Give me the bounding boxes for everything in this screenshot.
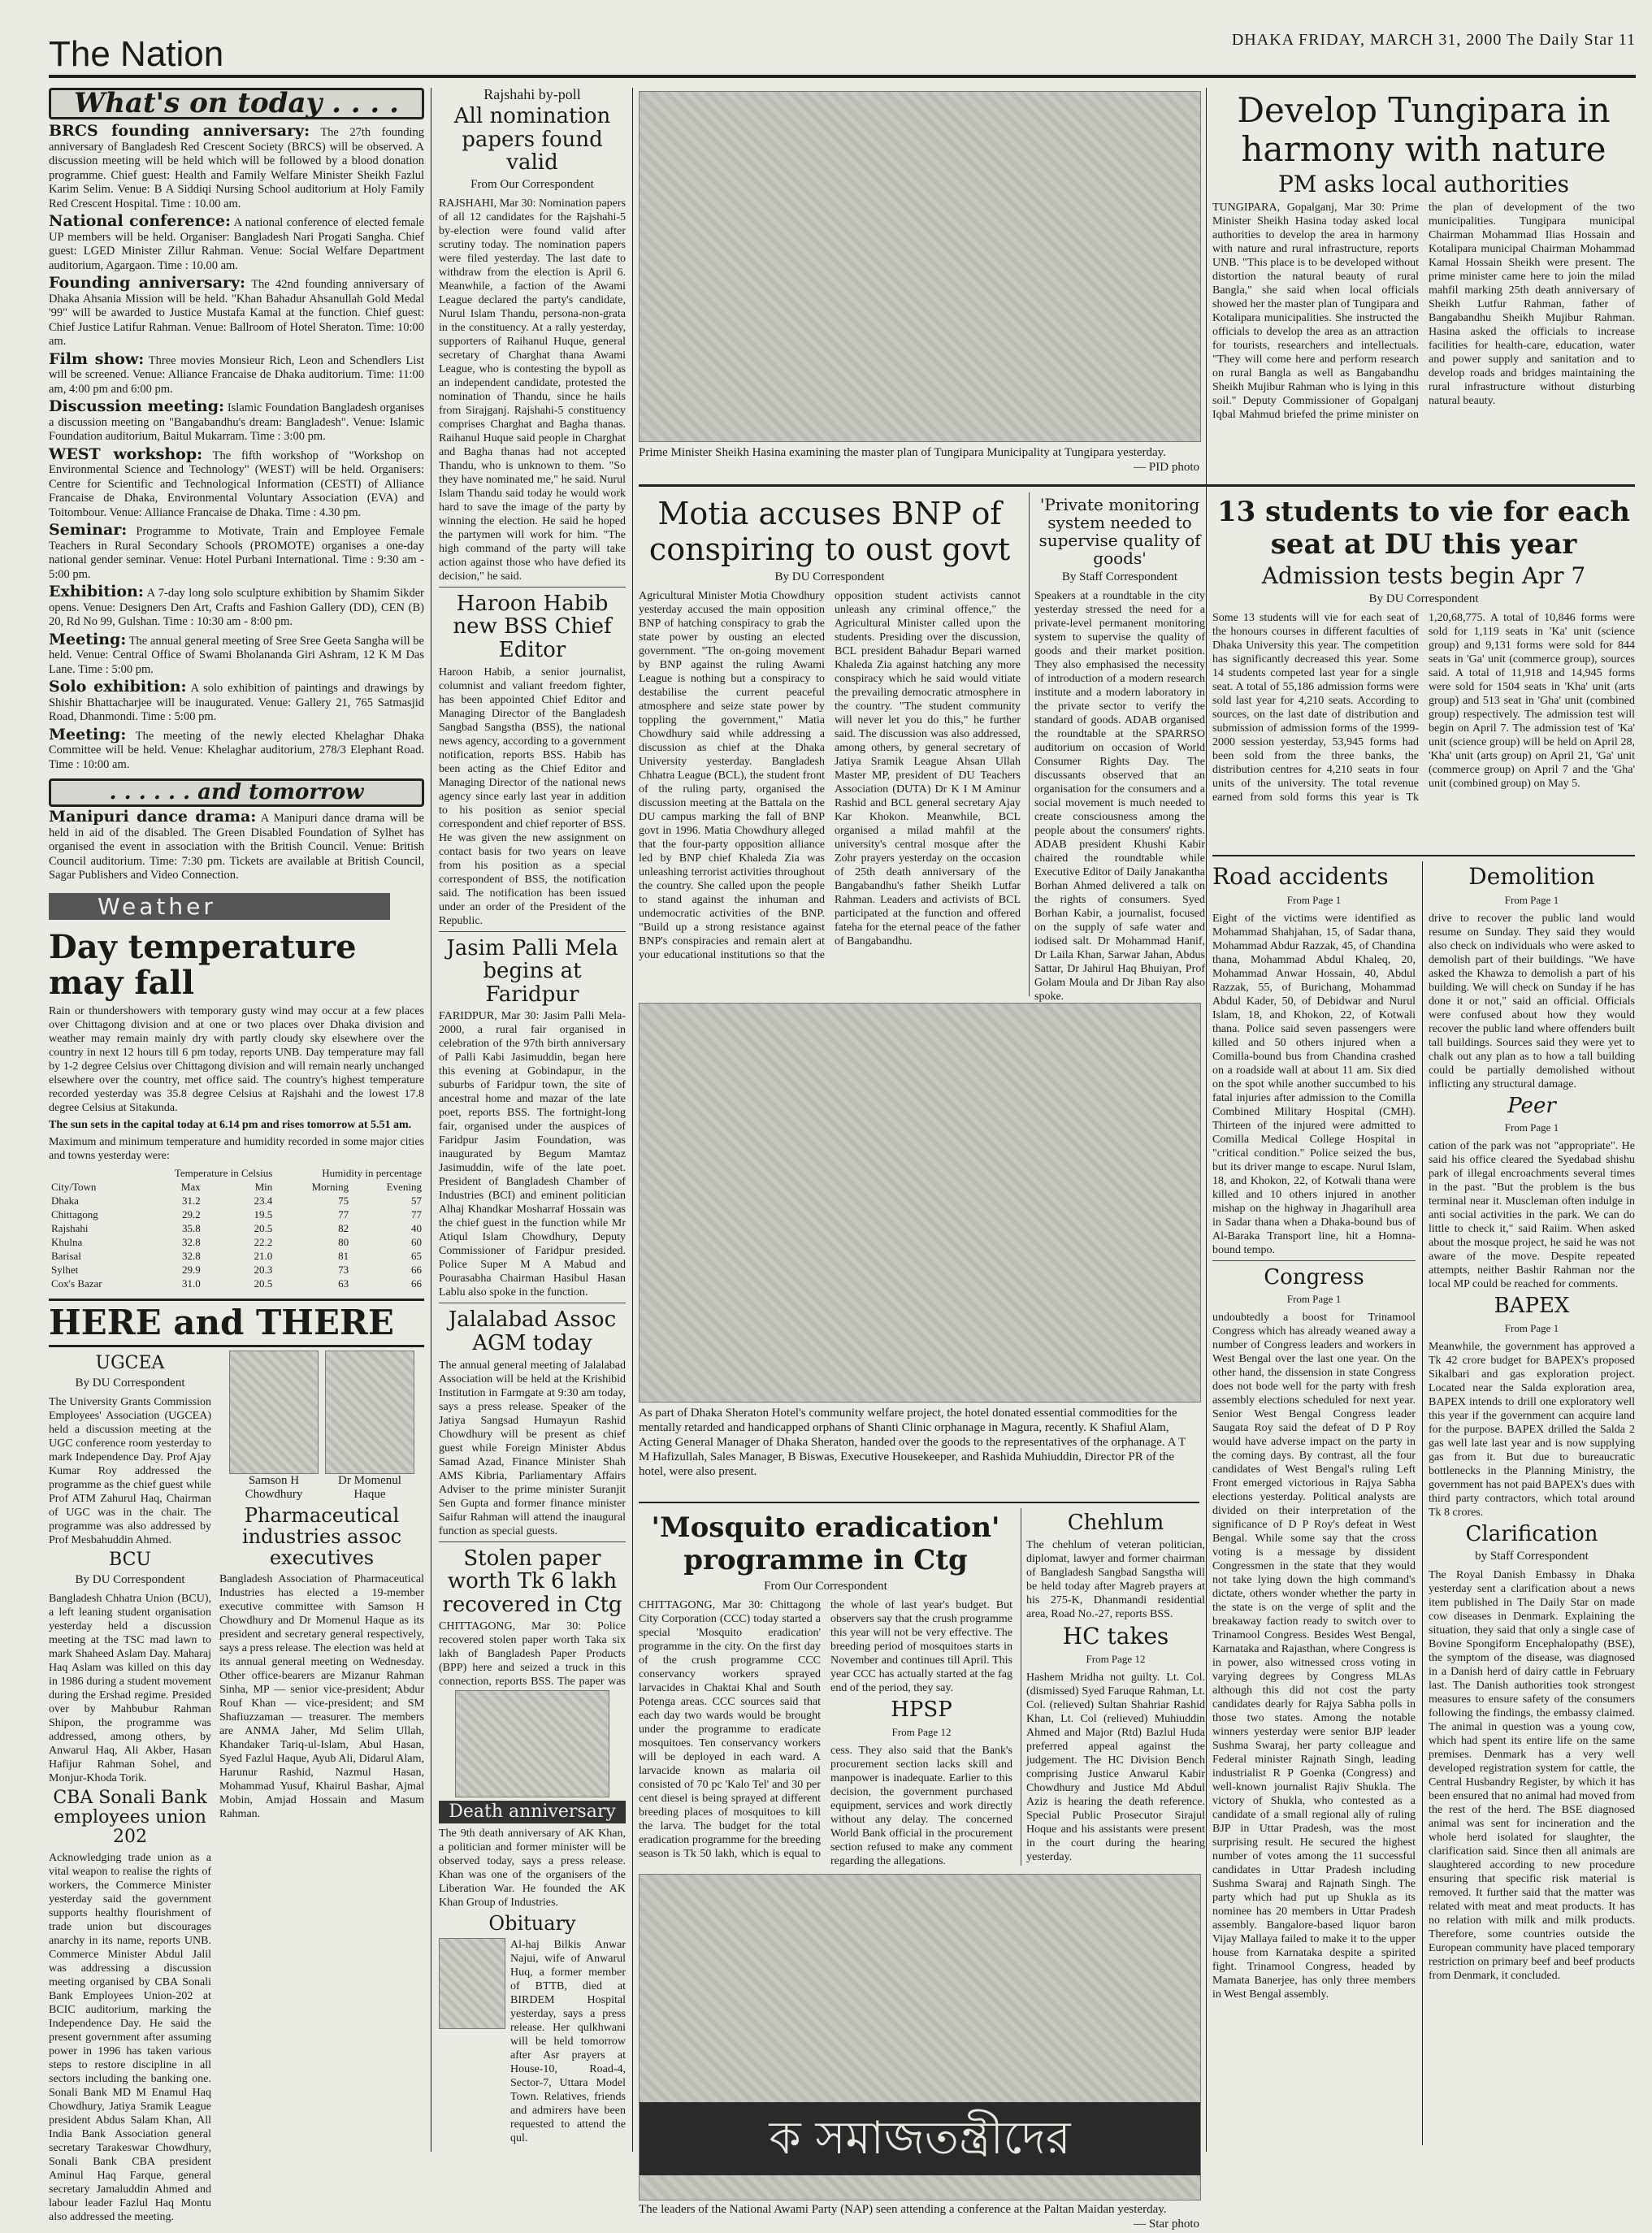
weather-table — [49, 1166, 424, 1290]
weather-cell: Sylhet — [51, 1263, 79, 1276]
weather-col-head: City/Town — [51, 1180, 97, 1193]
whats-on-text: Islamic Foundation Bangladesh organises a discussion meeting on "Bangabandhu's dream: Bangladesh". Venue: Islamic Foundation auditorium, Baitul Mukarram. Time : 3:00 pm. — [49, 401, 425, 443]
whats-on-item — [49, 349, 424, 397]
motia-body-wrap — [639, 589, 1021, 962]
whats-on-item — [49, 276, 424, 349]
congress-headline: Congress — [1212, 1260, 1416, 1290]
mosquito-body-wrap — [639, 1598, 1012, 1868]
weather-cell: 20.5 — [254, 1277, 273, 1290]
tungipara-story — [1212, 88, 1635, 478]
cba-text: Acknowledging trade union as a vital weapon to realise the rights of workers, the Commerce Minister yesterday said the government supports healthy flourishment of trade union but discourages anarchy in its name, reports UNB. Commerce Minister Abdul Jalil was addressing a discussion meeting organised by CBA Sonali Bank Employees Union-202 at BCIC auditorium, marking the Independence Day. He said the present government after assuming power in 1996 has taken various steps to restore discipline in all sectors including the banking one. Sonali Bank MD M Enamul Haq Chowdhury, Jatiya Sramik League president Abdus Salam Khan, All India Bank Association general secretary Tarakeswar Chowdhury, Sonali Bank CBA president Aminul Haq Farque, general secretary Jamaluddin Ahmed and labour leader Fazlul Haq Montu also addressed the meeting. — [49, 1851, 211, 2223]
death-body: The 9th death anniversary of AK Khan, a politician and former minister will be observed today, says a press release. Khan was one of the organisers of the Liberation War. He founded the AK Khan Group of Industries. — [439, 1828, 626, 1910]
motia-story — [639, 492, 1021, 996]
photo-samson — [229, 1351, 319, 1474]
photo-top-caption: Prime Minister Sheikh Hasina examining the master plan of Tungipara Municipality at Tungipara yesterday. — [639, 446, 1166, 459]
whats-on-list — [49, 124, 424, 772]
photo-mid-caption: As part of Dhaka Sheraton Hotel's community welfare project, the hotel donated essential commodities for the mentally retarded and handicapped orphans of Shanti Clinic orphanage in Magura, recently. K Shafiul Alam, Acting General Manager of Dhaka Sheraton, handed over the goods to the representatives of the orphanage. A T M Hafizullah, Sales Manager, B Biswas, Executive Housekeeper, and Rashida Muhiuddin, Director PR of the hotel, were also present. — [639, 1407, 1186, 1478]
weather-col-head: Max — [180, 1180, 201, 1193]
whats-on-text: Programme to Motivate, Train and Employee Female Teachers in Rural Secondary Schools (PROMOTE) organises a one-day national gender seminar. Venue: Hotel Purbani International. Time : 9:30 am - 5:00 pm. — [49, 525, 425, 581]
peer-headline: Peer — [1507, 1093, 1556, 1118]
whats-on-kicker: Founding anniversary: — [49, 274, 246, 292]
weather-cell: 81 — [338, 1249, 349, 1262]
ugcea-text: The University Grants Commission Employees' Association (UGCEA) held a discussion meeting at the UGC conference room yesterday to mark Independence Day. Prof Ajay Kumar Roy addressed the programme as the chief guest while Prof ATM Zahurul Haq, Chairman of UGC was in the chair. The programme was also addressed by Prof Mesbahuddin Ahmed. — [49, 1395, 211, 1546]
monitoring-headline: 'Private monitoring system needed to supervise quality of goods' — [1038, 495, 1201, 568]
photo-bot-credit: — Star photo — [1134, 2218, 1199, 2231]
weather-cell: 73 — [338, 1263, 349, 1276]
road-body: Eight of the victims were identified as Mohammad Shahjahan, 15, of Sadar thana, Mohammad Abdur Razzak, 45, of Chandina thana, Mohammad Abdul Khaleq, 20, Mohammad Anwar Hossain, 40, Abdul Razzak, 55, of Burichang, Mohammad Abdul Kader, 50, of Debidwar and Nurul Islam, 18, and Khokon, 22, of Kotwali thana. Police said seven passengers were killed and 50 others injured when a Comilla-bound bus from Chandina crashed on a roadside wall at about 11 am. Six died on the spot while another succumbed to his fatal injuries after admission to the Comilla Combined Military Hospital (CMH). Thirteen of the injured were admitted to Comilla Medical College Hospital in "critical condition." Police seized the bus, but its driver mange to escape. Nurul Islam, 18, and Khokon, 22, of Kotwali thana were killed and 10 others injured in another mishap on the highway in Jhagarihull area in Sadar thana when a Dhaka-bound bus of Al-Baraka Transport line, hit a Homna-bound tempo. — [1212, 912, 1416, 1256]
weather-cell: 32.8 — [182, 1235, 201, 1248]
whats-on-item — [49, 444, 424, 521]
whats-on-text: The annual general meeting of Sree Sree Geeta Sangha will be held. Venue: Central Office of Swami Bholananda Giri Ashram, 12 K M Das Lane. Time : 5:00 pm. — [49, 634, 424, 676]
rule-mosquito — [639, 1502, 1199, 1503]
weather-cell: 29.2 — [182, 1208, 201, 1221]
weather-sun: The sun sets in the capital today at 6.14 pm and rises tomorrow at 5.51 am. — [49, 1118, 412, 1131]
column-1 — [49, 87, 425, 2223]
dateline: DHAKA FRIDAY, MARCH 31, 2000 The Daily Star 11 — [1231, 31, 1636, 49]
hpsp-from: From Page 12 — [891, 1725, 952, 1738]
column-rule-4 — [1422, 861, 1423, 2145]
death-headline: Death anniversary — [439, 1801, 626, 1823]
weather-cell: Khulna — [51, 1235, 83, 1248]
whats-on-item — [49, 212, 424, 273]
weather-row — [49, 1194, 424, 1208]
tungipara-headline: Develop Tungipara in harmony with nature — [1237, 90, 1611, 169]
page-header — [49, 18, 1636, 78]
rule-right-1 — [1212, 855, 1635, 856]
students-headline: 13 students to vie for each seat at DU this year — [1216, 496, 1631, 561]
weather-col-head: Min — [254, 1180, 273, 1193]
jalalabad-body: The annual general meeting of Jalalabad Association will be held at the Krishibid Institution in Farmgate at 9:30 am today, says a press release. Speaker of the Jatiya Sangsad Humayun Rashid Chowdhury will be present as chief guest while Foreign Minister Abdus Samad Azad, Finance Minister Shah AMS Kibria, Parliamentary Affairs Adviser to the prime minister Suranjit Sen Gupta and former finance minister Saifur Rahman will attend the inaugural function as special guests. — [439, 1359, 626, 1537]
demolition-headline: Demolition — [1468, 863, 1595, 890]
photo-ak-khan — [455, 1690, 609, 1797]
clarification-headline: Clarification — [1465, 1521, 1598, 1546]
whats-on-text: A national conference of elected female UP members will be held. Organiser: Bangladesh Nari Progati Sangha. Chief guest: LGED Minister Zillur Rahman. Venue: Social Welfare Department auditorium, Agargaon. Time : 10.00 am. — [49, 216, 424, 272]
weather-col-head: Evening — [386, 1180, 422, 1193]
chehlum-headline: Chehlum — [1067, 1511, 1164, 1535]
whats-on-kicker: Meeting: — [49, 725, 127, 744]
hpsp-headline: HPSP — [891, 1698, 952, 1722]
congress-body: undoubtedly a boost for Trinamool Congress which has already weaned away a number of Congress leaders and workers in West Bengal over the last one year. On the other hand, the dissension in state Congress does not bode well for the party with fresh assembly elections scheduled for next year. Senior West Bengal Congress leader Saugata Roy said the defeat of D P Roy would have adverse impact on the party in the coming days. By contrast, all the four candidates of West Bengal's ruling Left Front emerged victorious in Rajya Sabha elections yesterday. Political analysts are divided on their interpretation of the significance of D P Roy's defeat in West Bengal. While some say that the cross voting is a message by dissident Congressmen in the state that they would not take lying down the high command's dictate, others wonder whether the party in the state is on the verge of split and the breakaway faction ready to switch over to Trinamool Congress. Besides West Bengal, Karnataka and Rajasthan, where Congress is in power, also witnessed cross voting in varying degrees by Congress MLAs although this did not cost the party candidates dearly for Rajya Sabha polls in those two states. Among the notable winners yesterday were senior BJP leader Sushma Swaraj, her party colleague and Federal minister Rajnath Singh, leading industrialist R P Goenka (Congress) and well-known journalist Rajiv Shukla. The victory of Shukla, who contested as a candidate of a small regional ally of ruling BJP in Uttar Pradesh, was the most surprising result. He secured the highest number of votes among the 11 successful candidates in Uttar Pradesh including Sushma Swaraj and Rajnath Singh. The party which had put up Shukla as its nominee has 20 members in Uttar Pradesh assembly. Bangalore-based liquor baron Vijay Mallaya failed to make it to the upper house from Karnataka despite a spirited fight. Trinamool Congress, headed by Mamata Banerjee, has only three members in West Bengal assembly. — [1212, 1312, 1416, 2001]
mosquito-story — [639, 1508, 1012, 1866]
students-sub: Admission tests begin Apr 7 — [1261, 562, 1586, 589]
weather-row — [49, 1249, 424, 1263]
rajshahi-headline: All nomination papers found valid — [453, 104, 611, 176]
stolen-headline: Stolen paper worth Tk 6 lakh recovered in Ctg — [439, 1541, 626, 1617]
weather-headline: Day temperature may fall — [49, 927, 357, 1002]
weather-col-head: Morning — [311, 1180, 349, 1193]
students-body: Some 13 students will vie for each seat of the honours courses in different faculties of Dhaka University this year. The competition has significantly decreased this year. Some 14 students competed last year for a single seat. A total of 55,186 admission forms were sold last year for 4,210 seats. According to sources, on the last date of distribution and submission of admission forms of the 1999-2000 session yesterday, 53,945 forms had been sold from the three banks, the distribution centres for 4,210 seats in four units of the university. The total revenue earned from sold forms this year is Tk 1,20,68,775. A total of 10,846 forms were sold for 1,119 seats in 'Ka' unit (science group) and 9,131 forms were sold for 844 seats in 'Ga' unit (commerce group), sources said. A total of 11,918 and 14,945 forms were sold for 1504 seats in 'Kha' unit (arts group) and 513 seat in 'Gha' unit (combined group) respectively. The admission test will begin on April 7. The admission test of 'Ka' unit (science group) will be held on April 28, 'Kha' unit (arts group) on April 21, 'Ga' unit (commerce group) on April 7 and the 'Gha' unit (combined group) on May 5. — [1212, 611, 1635, 804]
stolen-body: CHITTAGONG, Mar 30: Police recovered stolen paper worth Taka six lakh of Bangladesh Paper Products (BPP) here and seized a truck in this connection, reports BSS. The paper was — [439, 1620, 626, 1689]
weather-cell: 23.4 — [254, 1194, 273, 1207]
photo-momenul — [325, 1351, 414, 1474]
photo-bot-caption-block — [639, 2202, 1199, 2231]
tomorrow-title: . . . . . . and tomorrow — [49, 778, 424, 807]
whats-on-text: The meeting of the newly elected Khelaghar Dhaka Committee will be held. Venue: Khelaghar auditorium, 278/3 Elephant Road. Time : 10:00 am. — [49, 729, 424, 771]
ugcea-head: UGCEA — [95, 1352, 165, 1373]
photo-top-credit: — PID photo — [1134, 461, 1199, 474]
photo-hasina-masterplan — [639, 91, 1201, 442]
weather-cell: 63 — [338, 1277, 349, 1290]
rajshahi-kicker: Rajshahi by-poll — [483, 86, 581, 102]
clarification-body: The Royal Danish Embassy in Dhaka yesterday sent a clarification about a news item published in The Daily Star on made cow diseases in Denmark. Explaining the situation, they said that only a single case of Bovine Spongiform Encephalopathy (BSE), the symptom of the disease, was diagnosed in a Danish herd of dairy cattle in February last. The Danish authorities took strongest measures to ensure safety of the consumers following the findings, the embassy claimed. The animal in question was a young cow, which had spent its entire life on the same premises. Denmark has a very well developed registration system for cattle, the Central Husbandry Register, by which it has been ensured that no animal had moved from the rest of the herd. The BSE diagnosed animal was sent for incineration and the whole herd isolated for slaughter, the clarification said. Since then all animals are slaughtered according to new procedure ensuring that specific risk material is removed. It further said that the matter was related with meat and meat products. It has no relation with milk and milk products. Therefore, some countries outside the European community have placed temporary restriction on primary beef and beef products from Denmark, it concluded. — [1429, 1568, 1635, 1982]
whats-on-item — [49, 124, 424, 211]
weather-cell: 20.3 — [254, 1263, 273, 1276]
monitoring-byline: By Staff Correspondent — [1061, 570, 1178, 583]
tomorrow-kicker: Manipuri dance drama: — [49, 808, 257, 826]
jasim-headline: Jasim Palli Mela begins at Faridpur — [439, 931, 626, 1007]
motia-body: Agricultural Minister Motia Chowdhury yesterday accused the main opposition BNP of hatching conspiracy to grab the state power by ousting an elected government. "The on-going movement by BNP against the ruling Awami League is nothing but a conspiracy to destabilise the current peaceful atmosphere and seize state power by toppling the government," Matia Chowdhury said while addressing a discussion as chief at the Dhaka University yesterday. Bangladesh Chhatra League (BCL), the student front of the ruling party, organised the discussion meeting at the Battala on the DU campus marking the fall of BNP govt in 1996. Matia Chowdhury alleged that the four-party opposition alliance led by BNP chief Khaleda Zia was unleashing terrorist activities throughout the country. She called upon the people to stand against the inhuman and undemocratic activities of the BNP. "Build up a strong resistance against BNP's conspiracies and remain alert at your educational institutions so that the opposition student activists cannot unleash any criminal offence," the Agricultural Minister called upon the students. Presiding over the discussion, BCL president Bahadur Bepari warned Khaleda Zia against hatching any more conspiracy which he said would vitiate the prevailing democratic atmosphere in the country. "The student community will never let you do this," he further said. The discussion was also addressed, among others, by general secretary of Jatiya Sramik League Ahsan Ullah Master MP, president of DU Teachers Association (DUTA) Dr K I M Aminur Rashid and BCL general secretary Ajay Kar Khokon. Meanwhile, BCL organised a milad mahfil at the university's central mosque after the Zohr prayers yesterday on the occasion of 25th death anniversary of the Bangabandhu's father Sheikh Lutfar Rahman. Leaders and activists of BCL participated at the function and offered fateha for the eternal peace of the father of Bangabandhu. — [639, 590, 1021, 961]
weather-cell: Cox's Bazar — [51, 1277, 102, 1290]
whats-on-item — [49, 397, 425, 444]
weather-cell: 80 — [338, 1235, 349, 1248]
jasim-body: FARIDPUR, Mar 30: Jasim Palli Mela-2000, a rural fair organised in celebration of the 97th birth anniversary of Palli Kabi Jasimuddin, began here this evening at Gobindapur, in the suburbs of Faridpur town, the site of ancestral home and mazar of the late poet, reports BSS. The fortnight-long fair, organised under the auspices of Faridpur Jasim Foundation, was inaugurated by Begum Mamtaz Jasimuddin, wife of the late poet. President of Bangladesh Chamber of Industries (BCI) and eminent politician Alhaj Khandkar Mosharraf Hossain was the chief guest in the function while Mr Atiqul Islam Chowdhury, Deputy Commissioner of Faridpur presided. Police Super M A Mabud and Pourasabha Chairman Hasibul Hasan Lablu also spoke in the function. — [439, 1010, 626, 1299]
whats-on-item — [49, 585, 424, 630]
here-there-title: HERE and THERE — [49, 1299, 424, 1347]
weather-cell: 82 — [338, 1221, 349, 1234]
whats-on-item — [49, 725, 424, 773]
photo-nap-conference — [639, 1874, 1201, 2200]
weather-cell: 65 — [411, 1249, 422, 1262]
obituary-headline: Obituary — [488, 1912, 576, 1936]
weather-cell: 60 — [411, 1235, 422, 1248]
whats-on-text: The 27th founding anniversary of Bangladesh Red Crescent Society (BRCS) will be observed. A discussion meeting will be held which will be followed by a blood donation programme. Chief guest: Health and Family Welfare Minister Sheikh Fazlul Karim Selim. Venue: B A Siddiqi Nursing School auditorium at Holy Family Red Crescent Hospital. Time : 10.00 am. — [49, 126, 424, 210]
bapex-from: From Page 1 — [1504, 1321, 1559, 1334]
weather-cell: 32.8 — [182, 1249, 201, 1262]
students-story — [1212, 492, 1635, 850]
weather-cell: 57 — [411, 1194, 422, 1207]
motia-headline: Motia accuses BNP of conspiring to oust govt — [648, 496, 1011, 567]
mosquito-byline: From Our Correspondent — [764, 1580, 887, 1593]
road-headline: Road accidents — [1212, 863, 1389, 890]
whats-on-kicker: Exhibition: — [49, 583, 144, 601]
column-rule-2 — [632, 88, 633, 2152]
students-body-wrap — [1212, 611, 1635, 804]
hc-from: From Page 12 — [1086, 1653, 1146, 1666]
weather-row — [49, 1208, 424, 1221]
monitoring-body: Speakers at a roundtable in the city yesterday stressed the need for a private-level permanent monitoring system to supervise the quality of goods and their market position. They also emphasised the necessity of introduction of a modern research institute and a modern laboratory in the private sector to verify the standard of goods. ADAB organised the roundtable at the SPARRSO auditorium on occasion of World Consumer Rights Day. The discussants observed that an organisation for the consumers and a social movement is much needed to create consciousness among the people about the consumers' rights. ADAB president Khushi Kabir chaired the roundtable while Executive Editor of Daily Janakantha Borhan Ahmed delivered a talk on the rights of consumers. Syed Borhan Kabir, a journalist, focused on the supply of safe water and iodised salt. Dr Mohammad Hanif, Dr Laila Khan, Sarwar Jahan, Abdus Sattar, Dr Jahirul Haq Bhuiyan, Prof Golam Moula and Dr Jiban Ray also spoke. — [1034, 590, 1205, 1003]
photo-samson-caption: Samson H Chowdhury — [245, 1473, 303, 1501]
chehlum-hc — [1021, 1508, 1205, 1866]
weather-cell: 20.5 — [254, 1221, 273, 1234]
mosquito-headline: 'Mosquito eradication' programme in Ctg — [651, 1511, 1000, 1576]
bcu-byline: By DU Correspondent — [75, 1573, 185, 1587]
weather-cell: Chittagong — [51, 1208, 98, 1221]
cba-head: CBA Sonali Bank employees union 202 — [53, 1788, 207, 1848]
peer-body: cation of the park was not "appropriate". He said his office cleared the Syedabad shishu park of illegal encroachments several times in the past. "But the problem is the bus terminal near it. Muscleman often indulge in anti social activities in the park. We can do little to check it," said Raiim. When asked about the mosque project, he said he was not aware of the move. Despite repeated attempts, neither Bashir Rahman nor the local MP could be reached for comments. — [1429, 1140, 1635, 1291]
clarification-byline: by Staff Correspondent — [1475, 1549, 1589, 1563]
photo-banner: ক সমাজতন্ত্রীদের — [640, 2102, 1200, 2175]
monitoring-story — [1029, 492, 1205, 1003]
bcu-head: BCU — [109, 1549, 151, 1570]
weather-cell: 31.2 — [182, 1194, 201, 1207]
tomorrow-text: A Manipuri dance drama will be held in aid of the disabled. The Green Disabled Foundation of Sylhet has organised the event in association with the British Council. Venue: British Council auditorium. Time: 7:30 pm. Tickets are available at British Council, Sagar Publishers and Video Connection. — [49, 812, 424, 882]
pharma-head: Pharmaceutical industries assoc executives — [241, 1503, 402, 1570]
weather-cell: 35.8 — [182, 1221, 201, 1234]
rajshahi-body: RAJSHAHI, Mar 30: Nomination papers of all 12 candidates for the Rajshahi-5 by-election were found valid after scrutiny today. The nomination papers were filed yesterday. The last date to withdraw from the election is April 6. Meanwhile, a faction of the Awami League declared the party's candidate, Nurul Islam Thandu, persona-non-grata in the constituency. At a rally yesterday, supporters of Raihanul Huque, general secretary of Charghat thana Awami League, who is contesting the bypoll as an independent candidate, protested the nomination of Thandu, since he hails from Sirajganj. Rajshahi-5 constituency comprises Charghat and Bagha thanas. Raihanul Huque said people in Charghat and Bagha thanas had not accepted Thandu, who is unknown to them. "So they have nominated me," he said. Nurul Islam Thandu said today he would work hard to save the image of the party by winning the election. He said he hoped the partymen will work for him. "The high command of the party will take action against those who have defied its decision," he said. — [439, 197, 626, 583]
weather-hum-head: Humidity in percentage — [322, 1166, 422, 1179]
congress-from: From Page 1 — [1286, 1293, 1342, 1306]
weather-cell: 77 — [411, 1208, 422, 1221]
weather-cell: 77 — [338, 1208, 349, 1221]
tungipara-sub: PM asks local authorities — [1277, 171, 1570, 197]
whats-on-kicker: Seminar: — [49, 521, 128, 539]
section-title: The Nation — [49, 34, 224, 74]
photo-top-caption-block — [639, 445, 1199, 475]
whats-on-text: A 7-day long solo sculpture exhibition by Shamim Sikder opens. Venue: Designers Den Art, Crafts and Fashion Gallery (DD), CEN (B) 20, Rd No 99, Gulshan. Time : 10:30 am - 8:00 pm. — [49, 587, 425, 628]
jalalabad-headline: Jalalabad Assoc AGM today — [439, 1303, 626, 1355]
whats-on-item — [49, 680, 424, 725]
demolition-body: drive to recover the public land would resume on Sunday. They said they would also check on individuals who were asked to demolish part of their buildings. "We have asked the Khawza to demolish a part of his building. We will check on Sunday if he has done it or not," said an official. Officials were confused about how they would recover the public land where offenders built tall buildings. Sources said they were yet to chalk out any plan as to how a tall building could be partially demolished without inflicting any structural damage. — [1429, 912, 1635, 1090]
tungipara-body: TUNGIPARA, Gopalganj, Mar 30: Prime Minister Sheikh Hasina today asked local authorities to develop the area in harmony with nature and rural infrastructure, reports UNB. "This place is to be developed without distortion the natural beauty of rural Bangla," she said when local officials showed her the master plan of Tungipara and Kotalipara municipalities. She instructed the officials to develop the area as an attraction for tourists, researchers and intellectuals. "They will come here and perform research on rural Bangla as well as Bangabandhu Sheikh Mujibur Rahman who is lying in this soil." Deputy Commissioner of Gopalganj Iqbal Mahmud briefed the prime minister on the plan of development of the two municipalities. Tungipara municipal Chairman Mohammad Ilias Hossain and Kotalipara municipal Chairman Mohammad Kamal Hossain Sheikh were present. The prime minister came here to join the milad mahfil marking 25th death anniversary of Sheikh Lutfur Rahman, father of Bangabandhu Sheikh Mujibur Rahman. Hasina asked the officials to increase facilities for health-care, education, water and power supply and sanitation and to develop roads and bridges maintaining the rural infrastructure without disturbing natural beauty. — [1212, 201, 1635, 421]
road-from: From Page 1 — [1286, 893, 1342, 906]
whats-on-text: A solo exhibition of paintings and drawings by Shishir Bhattacharjee will be inaugurated. Venue: Gallery 21, 765 Satmasjid Road, Dhanmondi. Time : 5:00 pm. — [49, 682, 424, 723]
ugcea-byline: By DU Correspondent — [75, 1376, 185, 1390]
photo-bot-caption: The leaders of the National Awami Party (NAP) seen attending a conference at the Paltan Maidan yesterday. — [639, 2203, 1167, 2216]
column-road-congress — [1212, 861, 1416, 2145]
weather-cell: Dhaka — [51, 1194, 79, 1207]
whats-on-kicker: Solo exhibition: — [49, 678, 187, 696]
weather-body: Rain or thundershowers with temporary gusty wind may occur at a few places over Chittagong division and at one or two places over Dhaka division and weather may remain mainly dry with partly cloudy sky elsewhere over the country in next 12 hours till 6 pm today, reports UNB. Day temperature may fall by 1-2 degree Celsius over Chittagong division and will remain nearly unchanged elsewhere over the country, met office said. The country's highest temperature recorded yesterday was 35.8 degree Celsius at Rajshahi and the lowest 17.8 degree Celsius at Sitakunda. — [49, 1004, 424, 1114]
students-byline: By DU Correspondent — [1368, 592, 1479, 605]
weather-row — [49, 1221, 424, 1235]
whats-on-kicker: WEST workshop: — [49, 444, 203, 463]
rajshahi-byline: From Our Correspondent — [470, 177, 594, 191]
motia-byline: By DU Correspondent — [774, 570, 885, 583]
haroon-body: Haroon Habib, a senior journalist, columnist and valiant freedom fighter, has been appointed Chief Editor and Managing Director of the Bangladesh Sangbad Sangstha (BSS), the national news agency, according to a government notification, reports BSS. Habib has been acting as the Chief Editor and Managing Director of the national news agency since early last year in addition to his position as senior special correspondent and chief reporter of BSS. He was given the new assignment on contact basis for two years on leave from his position as a special correspondent of BSS, the notification said. The notification has been issued under an order of the President of the Republic. — [439, 666, 626, 927]
whats-on-kicker: Meeting: — [49, 630, 127, 648]
hc-headline: HC takes — [1062, 1622, 1169, 1650]
weather-cell: 19.5 — [254, 1208, 273, 1221]
weather-cell: 22.2 — [254, 1235, 273, 1248]
bcu-text: Bangladesh Chhatra Union (BCU), a left leaning student organisation yesterday held a discussion meeting at the TSC mad lawn to mark Shaheed Aslam Day. Maharaj Haq Aslam was killed on this day in 1986 during a student movement during the Ershad regime. Presided over by Mahbubur Rahman Shipon, the programme was addressed, among others, by Anwarul Haq, Ali Akber, Hasan Hafijur Rahman Sohel, and Monjur-Khoda Torik. — [49, 1593, 211, 1785]
demolition-from: From Page 1 — [1504, 893, 1559, 906]
weather-cell: Barisal — [51, 1249, 81, 1262]
photo-sheraton-donation — [639, 1003, 1201, 1403]
weather-cell: Rajshahi — [51, 1221, 89, 1234]
whats-on-kicker: Film show: — [49, 349, 145, 368]
whats-on-kicker: National conference: — [49, 212, 231, 230]
weather-temp-head: Temperature in Celsius — [174, 1166, 273, 1179]
obituary-body: Al-haj Bilkis Anwar Najui, wife of Anwarul Huq, a former member of BTTB, died at BIRDEM Hospital yesterday, says a press release. Her qulkhwani will be held tomorrow after Asr prayers at House-10, Road-4, Sector-7, Uttara Model Town. Relatives, friends and admirers have been requested to attend the qul. — [510, 1938, 626, 2144]
weather-label: Weather — [49, 893, 390, 920]
weather-cell: 29.9 — [182, 1263, 201, 1276]
chehlum-body: The chehlum of veteran politician, diplomat, lawyer and former chairman of Bangladesh Sangbad Sangstha will be held today after Magreb prayers at his 275-K, Dhanmandi residential area, Road No.-27, reports BSS. — [1026, 1538, 1205, 1620]
whats-on-kicker: Discussion meeting: — [49, 397, 225, 415]
whats-on-text: The 42nd founding anniversary of Dhaka Ahsania Mission will be held. "Khan Bahadur Ahsanullah Gold Medal '99" will be awarded to Justice Mustafa Kamal at the function. Chief guest: Chief Justice Latifur Rahman. Venue: Ballroom of Hotel Sheraton. Time: 10:00 am. — [49, 278, 424, 348]
death-obit-block — [439, 1690, 626, 2145]
weather-cell: 40 — [411, 1221, 422, 1234]
hc-body: Hashem Mridha not guilty. Lt. Col. (dismissed) Syed Faruque Rahman, Lt. Col. (relieved) Sultan Shahriar Rashid Khan, Lt. Col (relieved) Muhiuddin Ahmed and Major (Rtd) Bazlul Huda preferred appeal against the judgement. The HC Division Bench comprising Justice Anwarul Kabir Chowdhury and Justice Md Abdul Aziz is hearing the death reference. Special Public Prosecutor Sirajul Hoque and his assistants were present in the court during the hearing yesterday. — [1026, 1671, 1205, 1864]
column-demolition — [1429, 861, 1635, 2145]
weather-cell: 75 — [338, 1194, 349, 1207]
whats-on-kicker: BRCS founding anniversary: — [49, 122, 310, 140]
whats-on-item — [49, 630, 424, 678]
mosquito-body: CHITTAGONG, Mar 30: Chittagong City Corporation (CCC) today started a special 'Mosquito eradication' programme in the city. On the first day of the crush programme CCC conservancy workers sprayed larvacides in Chaktai Khal and South Potenga areas. CCC sources said that each day two wards would be brought under the programme to eradicate mosquitoes. Ten conservancy workers will be deployed in each ward. A larvacide known as malaria oil consisted of 70 pc 'Kalo Tel' and 30 per cent diesel is being sprayed at different breeding places of mosquitoes to kill the larva. The budget for the total eradication programme for the breeding season is Tk 50 lakh, which is equal to the whole of last year's budget. But observers say that the crush programme this year will not be very effective. The breeding period of mosquitoes starts in November and continues till April. This year CCC has actually started at the fag end of the period, they say. — [639, 1599, 1012, 1860]
photo-momenul-caption: Dr Momenul Haque — [338, 1473, 401, 1501]
rule-mid — [639, 484, 1635, 487]
bapex-headline: BAPEX — [1494, 1294, 1570, 1319]
haroon-headline: Haroon Habib new BSS Chief Editor — [439, 587, 626, 662]
whats-on-text: The fifth workshop of "Workshop on Environmental Science and Technology" (WEST) will be held. Organisers: Centre for Scientific and Technological Information (CESTI) of Alliance Francaise de Dhaka, Environmental Voluntary Association (EVA) and Toitombour. Venue: Alliance Francaise de Dhaka. Time : 4.30 pm. — [49, 449, 424, 519]
weather-cell: 21.0 — [254, 1249, 273, 1262]
weather-cell: 66 — [411, 1277, 422, 1290]
weather-row — [49, 1235, 424, 1249]
pharma-text: Bangladesh Association of Pharmaceutical Industries has elected a 19-member executive committee with Samson H Chowdhury and Dr Momenul Haque as its president and secretary general respectively, says a press release. The election was held at its annual general meeting on Wednesday. Other office-bearers are Mizanur Rahman Sinha, MP — senior vice-president; Abdur Rouf Khan — vice-president; and SM Shafiuzzaman — treasurer. The members are ANMA Jaher, Md Selim Ullah, Khandaker Tariq-ul-Islam, Abul Hasan, Syed Fazlul Haque, Ayub Ali, Didarul Alam, Harunur Rashid, Nazmul Hasan, Mohammad Yusuf, Khairul Bashar, Ajmal Mobin, Amjad Hossain and Masum Rahman. — [219, 1572, 424, 1820]
weather-cell: 66 — [411, 1263, 422, 1276]
hpsp-body: cess. They also said that the Bank's procurement section lacks skill and manpower is inadequate. Earlier to this decision, the government purchased equipment, services and work directly without any delay. The concerned World Bank official in the procurement section refused to make any comment regarding the allegations. — [830, 1744, 1012, 1867]
whats-on-text: Three movies Monsieur Rich, Leon and Schendlers List will be screened. Venue: Alliance Francaise de Dhaka auditorium. Time: 11:00 am, 4:00 pm and 6:00 pm. — [49, 353, 424, 396]
peer-from: From Page 1 — [1504, 1121, 1559, 1134]
weather-table-intro: Maximum and minimum temperature and humidity recorded in some major cities and towns yesterday were: — [49, 1135, 424, 1162]
bapex-body: Meanwhile, the government has approved a Tk 42 crore budget for BAPEX's proposed Sikalbari and gas exploration project. Located near the Salda exploration area, BAPEX intends to drill one exploratory well this year if the government can acquire land for the purpose. BAPEX drilled the Salda 2 gas well late last year and is now supplying gas from it. But due to bureaucratic bottlenecks in the Planning Ministry, the government has not paid BAPEX's dues with third party contractors, which total around Tk 8 crores. — [1429, 1340, 1635, 1519]
weather-cell: 31.0 — [182, 1277, 201, 1290]
column-rule-3 — [1206, 88, 1207, 2152]
weather-row — [49, 1263, 424, 1277]
weather-row — [49, 1277, 424, 1290]
whats-on-item — [49, 523, 424, 582]
tungipara-body-wrap — [1212, 201, 1635, 422]
photo-obituary — [439, 1938, 505, 2029]
whats-on-title: What's on today . . . . — [49, 88, 424, 119]
